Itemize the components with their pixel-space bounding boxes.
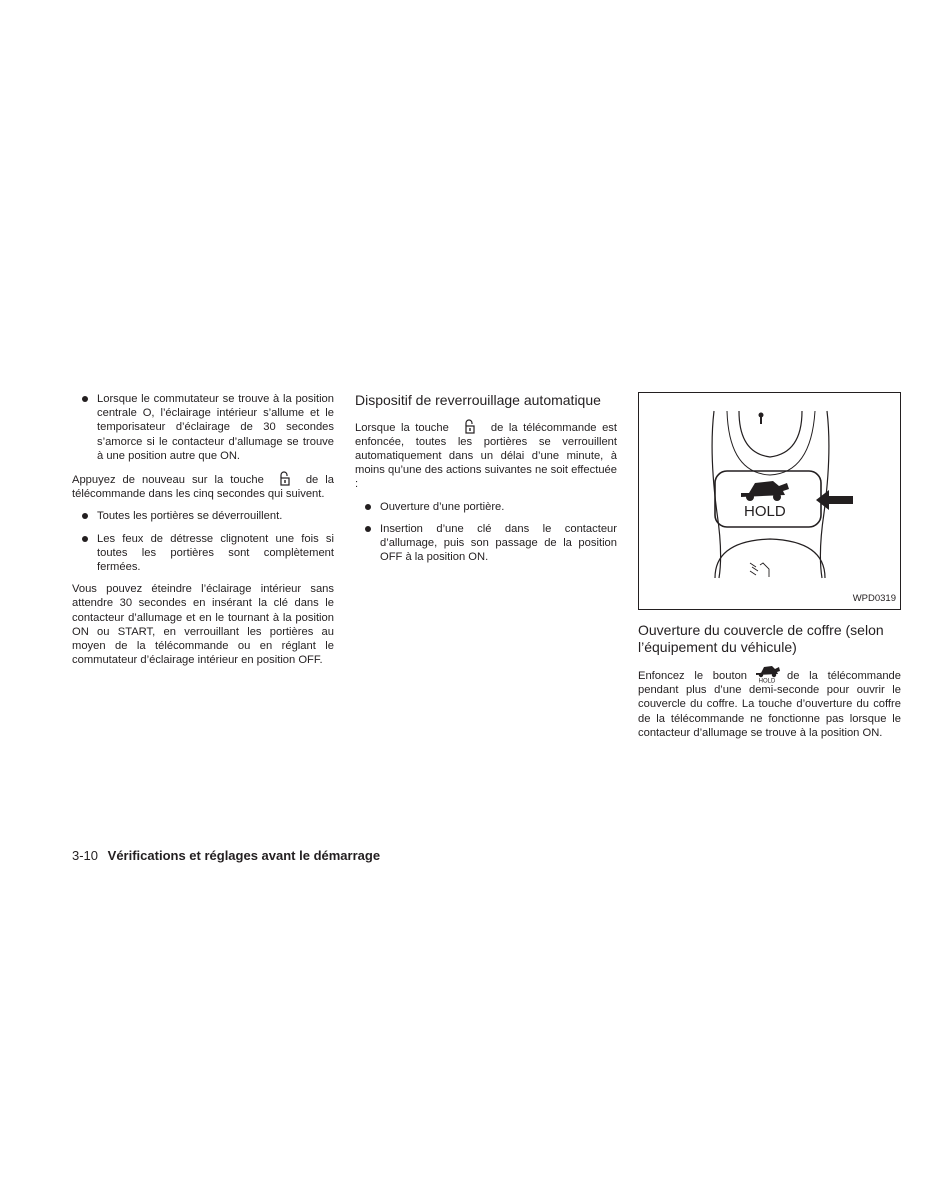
paragraph-text: Enfoncez le bouton bbox=[638, 670, 748, 682]
unlock-icon bbox=[463, 419, 477, 434]
section-heading: Dispositif de reverrouillage automatique bbox=[355, 392, 601, 408]
bullet-dot bbox=[365, 526, 371, 532]
paragraph bbox=[638, 665, 901, 740]
paragraph: Vous pouvez éteindre l’éclairage intérieur sans attendre 30 secondes en insérant la clé dans le contacteur d’allumage et en le tournant à la position ON ou START, en verrouillant les portières au moyen de la télécommande ou en réglant le commutateur d’éclairage intérieur en position OFF. bbox=[72, 583, 334, 667]
page-number: 3-10 bbox=[72, 848, 99, 863]
paragraph-text: de la télécommande pendant plus d’une demi-seconde pour ouvrir le couvercle du coffre. La touche d’ouverture du coffre de la télécommande ne fonctionne pas lorsque le contacteur d’allumage se trouve à la position ON. bbox=[638, 670, 901, 739]
bullet-dot bbox=[82, 536, 88, 542]
list-item bbox=[355, 522, 617, 565]
bullet-text: Insertion d’une clé dans le contacteur d’allumage, puis son passage de la position OFF à la position ON. bbox=[380, 522, 617, 564]
trunk-icon-label: HOLD bbox=[758, 678, 776, 683]
bullet-dot bbox=[82, 396, 88, 402]
column-left bbox=[72, 392, 334, 675]
paragraph-text: de la télécommande dans les cinq secondes qui suivent. bbox=[72, 474, 334, 501]
bullet-text: Toutes les portières se déverrouillent. bbox=[97, 510, 283, 523]
lock-key-icon bbox=[759, 413, 764, 425]
paragraph-text: de la télécommande est enfoncée, toutes les portières se verrouillent automatiquement dans un délai d’une minute, à moins qu’une des actions suivantes ne soit effectuée : bbox=[355, 421, 617, 491]
paragraph-text: Appuyez de nouveau sur la touche bbox=[72, 474, 264, 487]
list-item bbox=[355, 500, 617, 514]
page-footer bbox=[72, 848, 380, 863]
list-item bbox=[72, 392, 334, 463]
bullet-text: Lorsque le commutateur se trouve à la position centrale O, l’éclairage intérieur s’allume et le temporisateur d’éclairage de 30 secondes s’amorce si le contacteur d’allumage se trouve à une position autre que ON. bbox=[97, 393, 334, 462]
section-heading: Ouverture du couvercle de coffre (selon l’équipement du véhicule) bbox=[638, 622, 884, 655]
list-item bbox=[72, 509, 334, 523]
list-item bbox=[72, 532, 334, 575]
paragraph-text: Lorsque la touche bbox=[355, 421, 449, 434]
remote-figure bbox=[638, 392, 901, 610]
paragraph bbox=[355, 419, 617, 492]
chapter-title: Vérifications et réglages avant le démarrage bbox=[107, 848, 381, 863]
trunk-hold-icon bbox=[753, 665, 781, 683]
panic-icon bbox=[750, 563, 769, 577]
column-right bbox=[638, 392, 901, 748]
trunk-hold-icon bbox=[741, 481, 789, 501]
bullet-dot bbox=[82, 513, 88, 519]
remote-illustration bbox=[639, 393, 901, 610]
unlock-icon bbox=[278, 471, 292, 486]
bullet-dot bbox=[365, 504, 371, 510]
column-middle bbox=[355, 392, 617, 572]
bullet-text: Les feux de détresse clignotent une fois si toutes les portières sont complètement fermées. bbox=[97, 532, 334, 574]
hold-button-label: HOLD bbox=[744, 503, 786, 520]
figure-code: WPD0319 bbox=[852, 592, 896, 604]
bullet-text: Ouverture d’une portière. bbox=[380, 500, 505, 513]
paragraph bbox=[72, 471, 334, 501]
